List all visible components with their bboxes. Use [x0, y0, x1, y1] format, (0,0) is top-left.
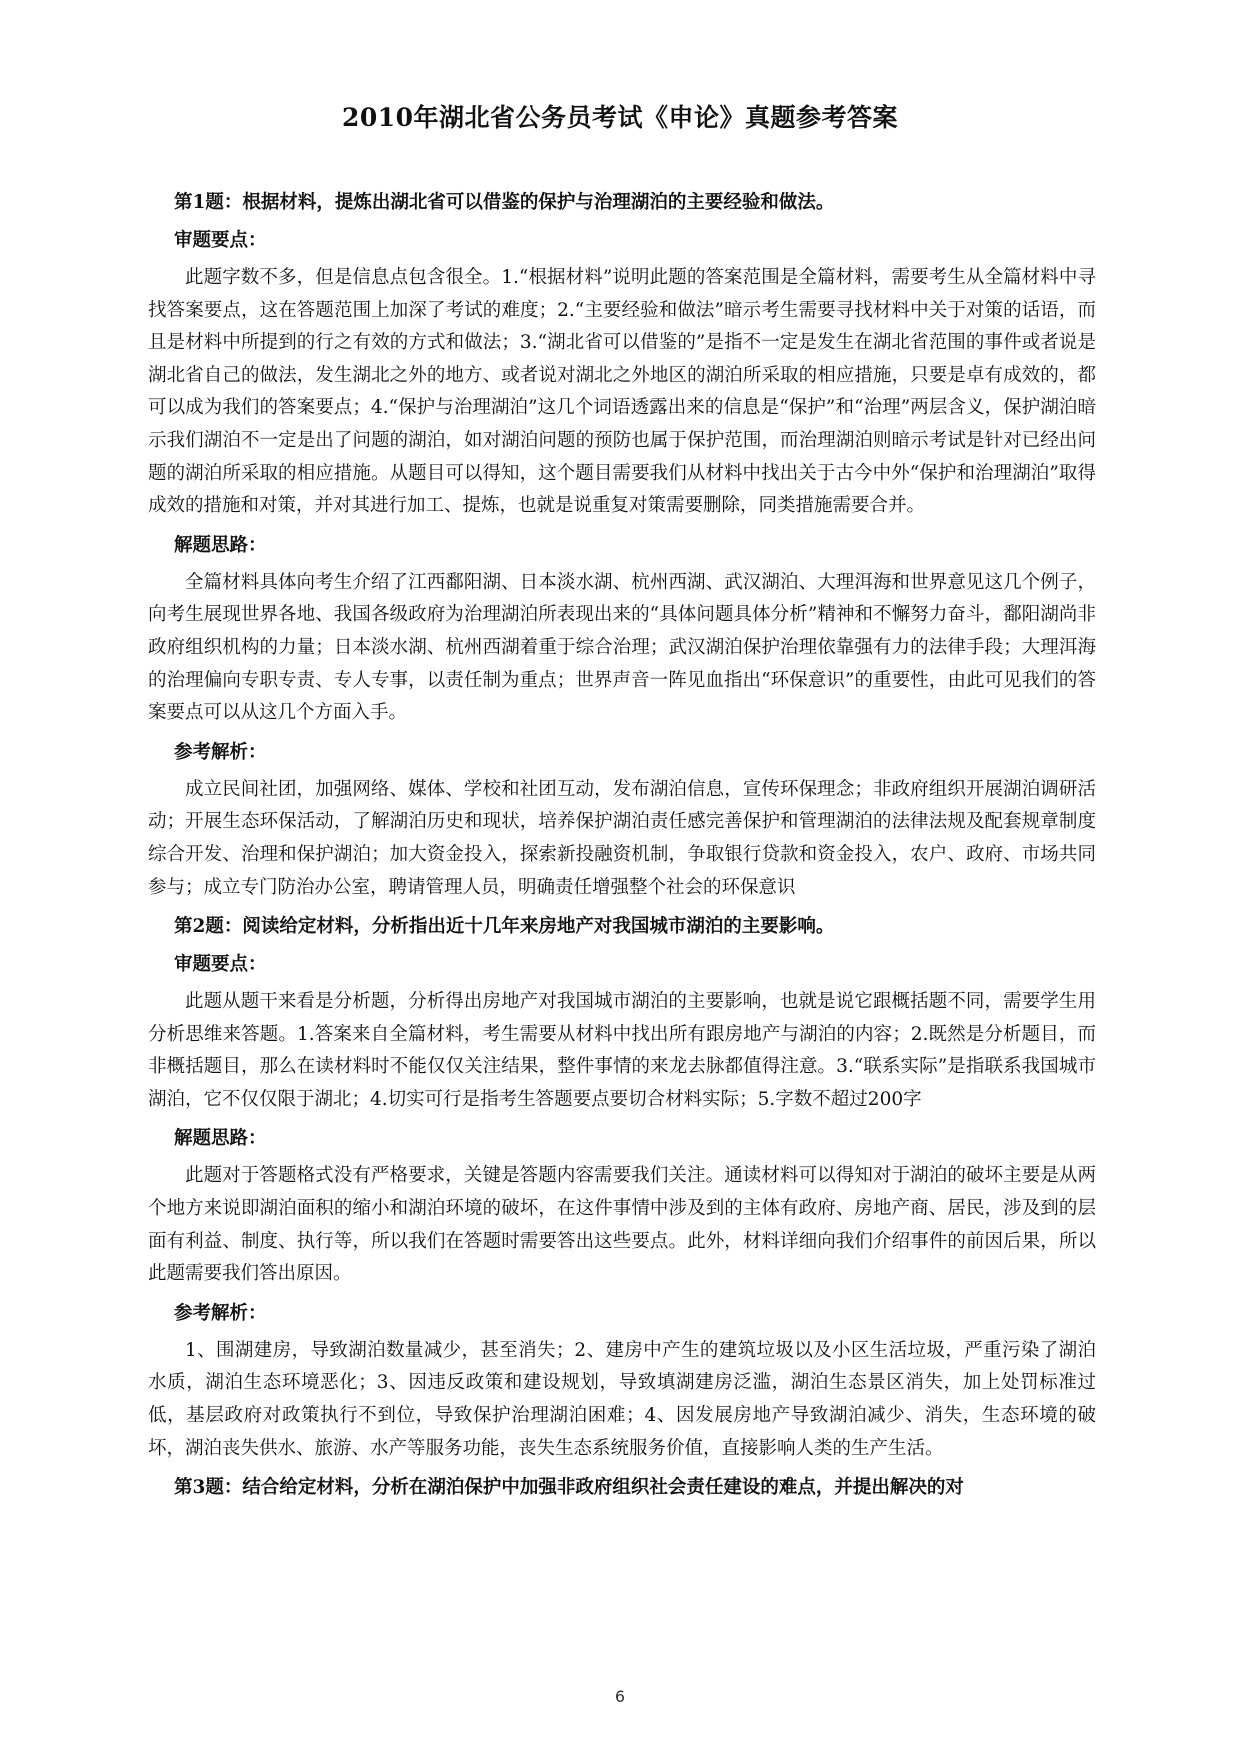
q2-points-label: 审题要点：	[174, 954, 267, 976]
q2-idea-text: 此题对于答题格式没有严格要求，关键是答题内容需要我们关注。通读材料可以得知对于湖泊的破坏主要是从两个地方来说即湖泊面积的缩小和湖泊环境的破坏，在这件事情中涉及到的主体有政府、房地产商、居民，涉及到的层面有利益、制度、执行等，所以我们在答题时需要答出这些要点。此外，材料详细向我们介绍事件的前因后果，所以此题需要我们答出原因。	[148, 1165, 1096, 1285]
q1-points-text: 此题字数不多，但是信息点包含很全。1.“根据材料”说明此题的答案范围是全篇材料，需要考生从全篇材料中寻找答案要点，这在答题范围上加深了考试的难度；2.“主要经验和做法”暗示考生需要寻找材料中关于对策的话语，而且是材料中所提到的行之有效的方式和做法；3.“湖北省可以借鉴的”是指不一定是发生在湖北省范围的事件或者说是湖北省自己的做法，发生湖北之外的地方、或者说对湖北之外地区的湖泊所采取的相应措施，只要是卓有成效的，都可以成为我们的答案要点；4.“保护与治理湖泊”这几个词语透露出来的信息是“保护”和“治理”两层含义，保护湖泊暗示我们湖泊不一定是出了问题的湖泊，如对湖泊问题的预防也属于保护范围，而治理湖泊则暗示考试是针对已经出问题的湖泊所采取的相应措施。从题目可以得知，这个题目需要我们从材料中找出关于古今中外“保护和治理湖泊”取得成效的措施和对策，并对其进行加工、提炼，也就是说重复对策需要删除，同类措施需要合并。	[148, 267, 1096, 517]
question-2	[148, 912, 1096, 1465]
q1-idea-label: 解题思路：	[174, 534, 267, 556]
question-1-heading: 第1题：根据材料，提炼出湖北省可以借鉴的保护与治理湖泊的主要经验和做法。	[174, 192, 835, 213]
page-number: 6	[614, 1687, 626, 1706]
q2-points-text: 此题从题干来看是分析题，分析得出房地产对我国城市湖泊的主要影响，也就是说它跟概括题不同，需要学生用分析思维来答题。1.答案来自全篇材料，考生需要从材料中找出所有跟房地产与湖泊的内容；2.既然是分析题目，而非概括题目，那么在读材料时不能仅仅关注结果，整件事情的来龙去脉都值得注意。3.“联系实际”是指联系我国城市湖泊，它不仅仅限于湖北；4.切实可行是指考生答题要点要切合材料实际；5.字数不超过200字	[148, 991, 1096, 1110]
question-3	[148, 1473, 1096, 1503]
document-body	[148, 188, 1096, 1511]
q1-points-label: 审题要点：	[174, 230, 267, 251]
q2-answer-label: 参考解析：	[174, 1302, 267, 1324]
question-1	[148, 188, 1096, 904]
q1-answer-text: 成立民间社团，加强网络、媒体、学校和社团互动，发布湖泊信息，宣传环保理念；非政府组织开展湖泊调研活动；开展生态环保活动，了解湖泊历史和现状，培养保护湖泊责任感完善保护和管理湖泊的法律法规及配套规章制度综合开发、治理和保护湖泊；加大资金投入，探索新投融资机制，争取银行贷款和资金投入，农户、政府、市场共同参与；成立专门防治办公室，聘请管理人员，明确责任增强整个社会的环保意识	[148, 778, 1096, 898]
q2-answer-text: 1、围湖建房，导致湖泊数量减少，甚至消失；2、建房中产生的建筑垃圾以及小区生活垃圾，严重污染了湖泊水质，湖泊生态环境恶化；3、因违反政策和建设规划，导致填湖建房泛滥，湖泊生态景区消失，加上处罚标准过低，基层政府对政策执行不到位，导致保护治理湖泊困难；4、因发展房地产导致湖泊减少、消失，生态环境的破坏，湖泊丧失供水、旅游、水产等服务功能，丧失生态系统服务价值，直接影响人类的生产生活。	[148, 1339, 1096, 1459]
q1-idea-text: 全篇材料具体向考生介绍了江西鄱阳湖、日本淡水湖、杭州西湖、武汉湖泊、大理洱海和世界意见这几个例子，向考生展现世界各地、我国各级政府为治理湖泊所表现出来的“具体问题具体分析”精神和不懈努力奋斗，鄱阳湖尚非政府组织机构的力量；日本淡水湖、杭州西湖着重于综合治理；武汉湖泊保护治理依靠强有力的法律手段；大理洱海的治理偏向专职专责、专人专事，以责任制为重点；世界声音一阵见血指出“环保意识”的重要性，由此可见我们的答案要点可以从这几个方面入手。	[148, 571, 1096, 724]
q2-idea-label: 解题思路：	[174, 1128, 267, 1150]
page-title: 2010年湖北省公务员考试《申论》真题参考答案	[341, 103, 899, 132]
question-3-heading: 第3题：结合给定材料，分析在湖泊保护中加强非政府组织社会责任建设的难点，并提出解决的对	[174, 1477, 964, 1499]
question-2-heading: 第2题：阅读给定材料，分析指出近十几年来房地产对我国城市湖泊的主要影响。	[174, 916, 835, 938]
q1-answer-label: 参考解析：	[174, 741, 267, 763]
